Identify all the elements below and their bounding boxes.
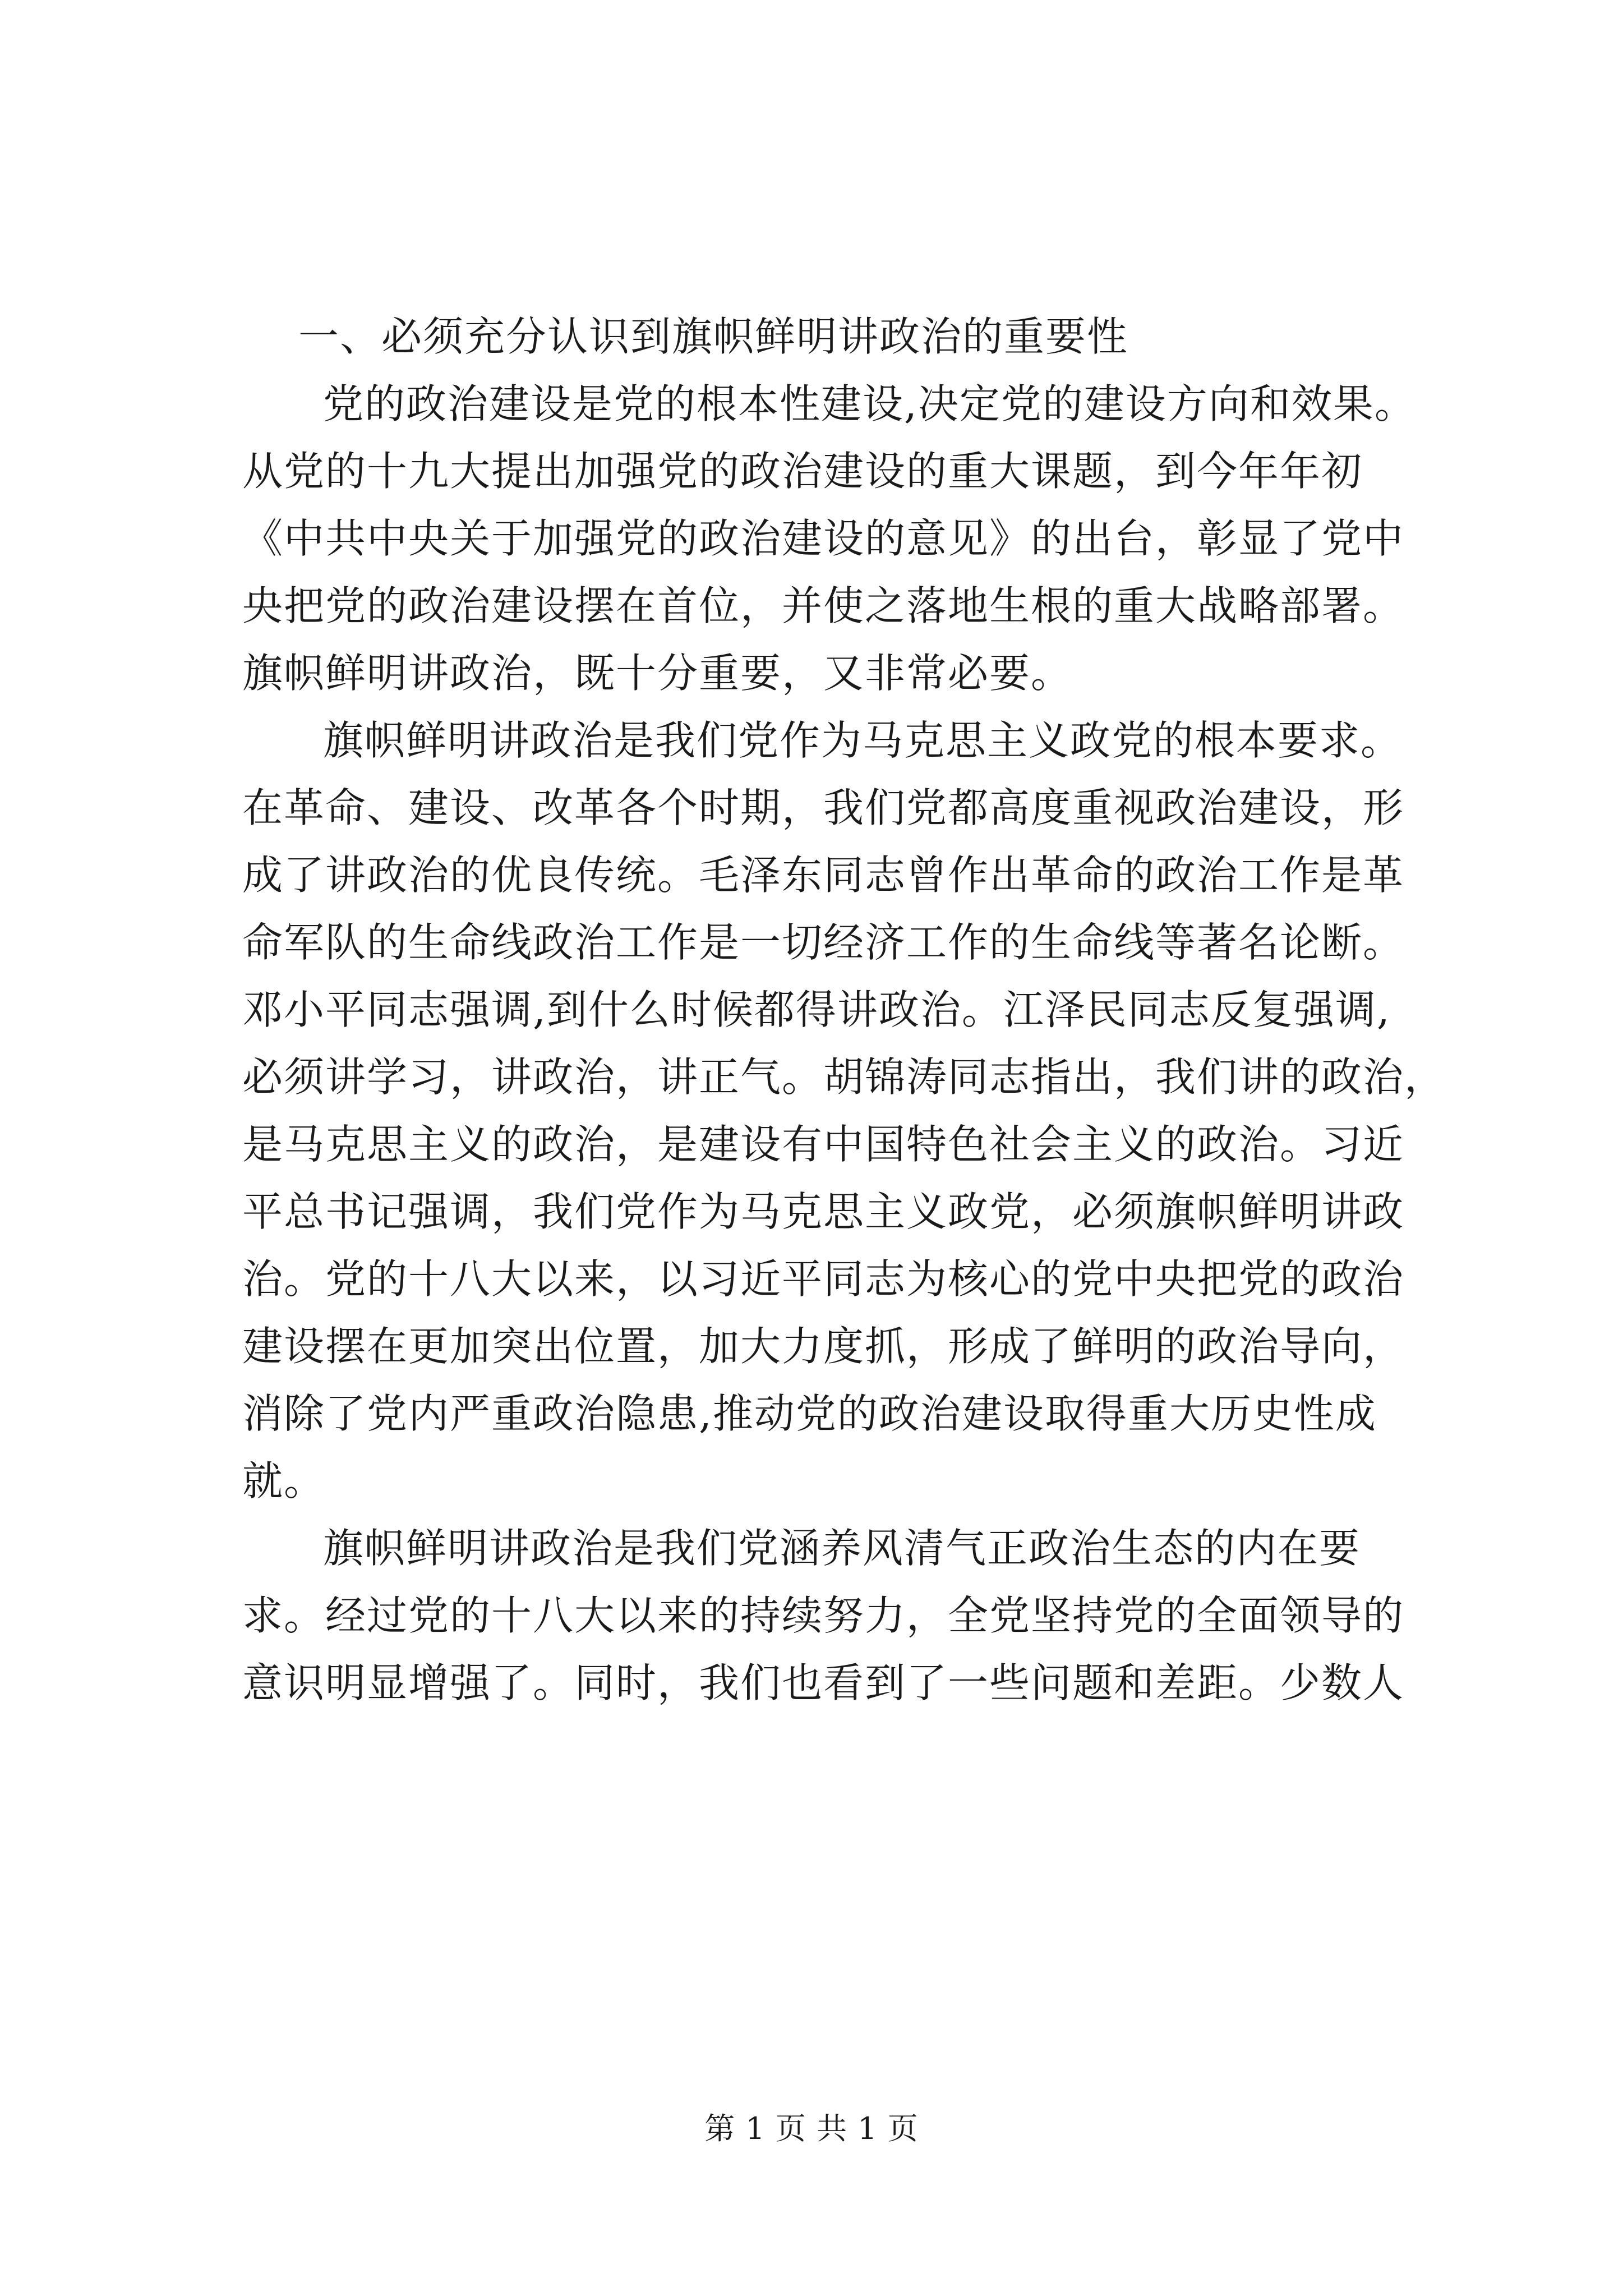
text-line: 必须讲学习，讲政治，讲正气。胡锦涛同志指出，我们讲的政治，: [242, 1053, 1446, 1101]
text-line: 党的政治建设是党的根本性建设,决定党的建设方向和效果。: [323, 380, 1416, 427]
text-line: 治。党的十八大以来，以习近平同志为核心的党中央把党的政治: [242, 1255, 1405, 1303]
text-line: 是马克思主义的政治，是建设有中国特色社会主义的政治。习近: [242, 1121, 1405, 1168]
text-line: 在革命、建设、改革各个时期，我们党都高度重视政治建设，形: [242, 784, 1405, 831]
text-line: 《中共中央关于加强党的政治建设的意见》的出台，彰显了党中: [242, 515, 1405, 562]
text-line: 平总书记强调，我们党作为马克思主义政党，必须旗帜鲜明讲政: [242, 1188, 1405, 1235]
text-line: 央把党的政治建设摆在首位，并使之落地生根的重大战略部署。: [242, 582, 1405, 629]
text-line: 求。经过党的十八大以来的持续努力，全党坚持党的全面领导的: [242, 1592, 1405, 1639]
section-heading: 一、必须充分认识到旗帜鲜明讲政治的重要性: [298, 313, 1129, 360]
document-body: [242, 303, 1446, 1717]
text-line: 从党的十九大提出加强党的政治建设的重大课题，到今年年初: [242, 448, 1363, 495]
text-line: 邓小平同志强调,到什么时候都得讲政治。江泽民同志反复强调,: [242, 986, 1391, 1033]
text-line: 意识明显增强了。同时，我们也看到了一些问题和差距。少数人: [242, 1659, 1405, 1706]
text-line: 旗帜鲜明讲政治是我们党涵养风清气正政治生态的内在要: [323, 1525, 1361, 1572]
page-footer: 第 1 页 共 1 页: [704, 2111, 919, 2146]
text-line: 成了讲政治的优良传统。毛泽东同志曾作出革命的政治工作是革: [242, 852, 1405, 899]
text-line: 建设摆在更加突出位置，加大力度抓，形成了鲜明的政治导向，: [242, 1323, 1405, 1370]
text-line: 命军队的生命线政治工作是一切经济工作的生命线等著名论断。: [242, 919, 1405, 966]
text-line: 旗帜鲜明讲政治，既十分重要，又非常必要。: [242, 650, 1073, 697]
paragraph-lines: [242, 370, 1446, 1717]
text-line: 旗帜鲜明讲政治是我们党作为马克思主义政党的根本要求。: [323, 717, 1403, 764]
text-line: 就。: [242, 1457, 326, 1504]
text-line: 消除了党内严重政治隐患,推动党的政治建设取得重大历史性成: [242, 1390, 1377, 1437]
